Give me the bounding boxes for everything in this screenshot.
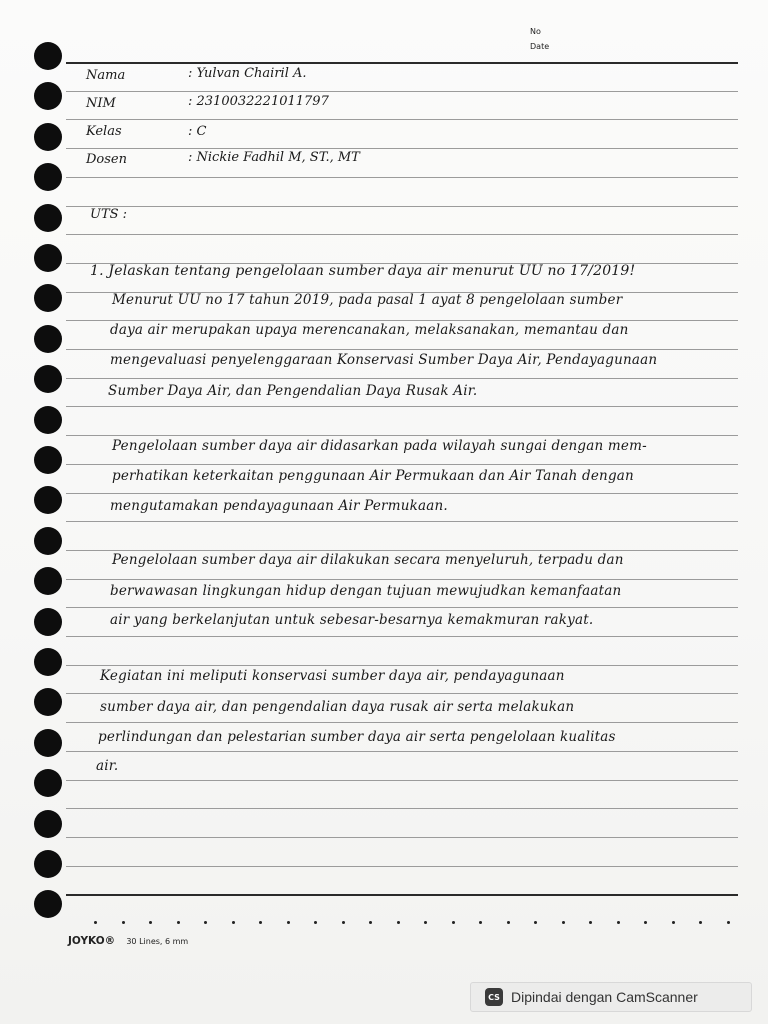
binder-hole xyxy=(34,365,62,393)
binder-hole xyxy=(34,244,62,272)
answer-line: mengevaluasi penyelenggaraan Konservasi Sumber Daya Air, Pendayagunaan xyxy=(110,352,658,368)
brand-name: JOYKO® xyxy=(68,935,116,947)
margin-dot xyxy=(699,921,702,924)
margin-dot xyxy=(644,921,647,924)
binder-hole xyxy=(34,204,62,232)
answer-line: Pengelolaan sumber daya air didasarkan pada wilayah sungai dengan mem- xyxy=(112,438,647,454)
margin-dot xyxy=(259,921,262,924)
margin-dot xyxy=(479,921,482,924)
answer-line: air yang berkelanjutan untuk sebesar-besarnya kemakmuran rakyat. xyxy=(110,612,594,628)
notebook-brand xyxy=(68,935,188,947)
margin-dot xyxy=(452,921,455,924)
binder-hole xyxy=(34,688,62,716)
ruled-line xyxy=(66,780,738,781)
ruled-line xyxy=(66,148,738,149)
binder-hole xyxy=(34,850,62,878)
margin-dot xyxy=(287,921,290,924)
binder-hole xyxy=(34,567,62,595)
answer-line: Pengelolaan sumber daya air dilakukan secara menyeluruh, terpadu dan xyxy=(112,552,624,568)
margin-dot xyxy=(562,921,565,924)
ruled-line xyxy=(66,177,738,178)
ruled-line xyxy=(66,837,738,838)
kelas-label: Kelas xyxy=(86,124,122,139)
ruled-line xyxy=(66,119,738,120)
margin-dot xyxy=(122,921,125,924)
camscanner-watermark xyxy=(470,982,752,1012)
binder-hole xyxy=(34,769,62,797)
ruled-line xyxy=(66,378,738,379)
dosen-label: Dosen xyxy=(86,152,127,167)
binder-hole xyxy=(34,42,62,70)
binder-hole xyxy=(34,82,62,110)
bottom-dot-row xyxy=(66,921,738,925)
question-text: 1. Jelaskan tentang pengelolaan sumber daya air menurut UU no 17/2019! xyxy=(90,263,636,279)
nama-label: Nama xyxy=(86,68,126,83)
nim-label: NIM xyxy=(86,96,116,111)
ruled-line xyxy=(66,91,738,92)
margin-dot xyxy=(342,921,345,924)
binder-hole xyxy=(34,123,62,151)
camscanner-text: Dipindai dengan CamScanner xyxy=(511,989,698,1005)
answer-line: air. xyxy=(96,758,119,774)
margin-dot xyxy=(204,921,207,924)
ruled-line xyxy=(66,464,738,465)
answer-line: Menurut UU no 17 tahun 2019, pada pasal 1 ayat 8 pengelolaan sumber xyxy=(112,292,623,308)
ruled-line xyxy=(66,722,738,723)
margin-dot xyxy=(314,921,317,924)
ruled-line xyxy=(66,550,738,551)
ruled-line xyxy=(66,579,738,580)
binder-hole xyxy=(34,648,62,676)
ruled-line xyxy=(66,62,738,64)
kelas-value: : C xyxy=(188,124,207,139)
dosen-value: : Nickie Fadhil M, ST., MT xyxy=(188,150,360,165)
margin-dot xyxy=(424,921,427,924)
nim-value: : 2310032221011797 xyxy=(188,94,329,109)
ruled-line xyxy=(66,636,738,637)
answer-line: Kegiatan ini meliputi konservasi sumber daya air, pendayagunaan xyxy=(100,668,565,684)
ruled-line xyxy=(66,866,738,867)
margin-dot xyxy=(534,921,537,924)
margin-dot xyxy=(397,921,400,924)
ruled-line xyxy=(66,894,738,896)
binder-hole xyxy=(34,608,62,636)
answer-line: mengutamakan pendayagunaan Air Permukaan. xyxy=(110,498,448,514)
answer-line: perhatikan keterkaitan penggunaan Air Permukaan dan Air Tanah dengan xyxy=(112,468,634,484)
ruled-line xyxy=(66,406,738,407)
binder-hole xyxy=(34,406,62,434)
ruled-line xyxy=(66,349,738,350)
margin-dot xyxy=(507,921,510,924)
margin-dot xyxy=(149,921,152,924)
answer-line: berwawasan lingkungan hidup dengan tujuan mewujudkan kemanfaatan xyxy=(110,583,622,599)
answer-line: Sumber Daya Air, dan Pengendalian Daya Rusak Air. xyxy=(108,383,478,399)
date-label: Date xyxy=(530,42,550,51)
header-fields xyxy=(530,24,549,54)
camscanner-icon: CS xyxy=(485,988,503,1006)
ruled-line xyxy=(66,808,738,809)
ruled-line xyxy=(66,435,738,436)
brand-spec: 30 Lines, 6 mm xyxy=(126,937,189,946)
binder-hole xyxy=(34,810,62,838)
binder-hole xyxy=(34,890,62,918)
ruled-line xyxy=(66,206,738,207)
binder-hole xyxy=(34,486,62,514)
no-label: No xyxy=(530,27,541,36)
ruled-line xyxy=(66,521,738,522)
margin-dot xyxy=(232,921,235,924)
margin-dot xyxy=(589,921,592,924)
binder-hole xyxy=(34,729,62,757)
ruled-line xyxy=(66,665,738,666)
binder-hole xyxy=(34,446,62,474)
margin-dot xyxy=(94,921,97,924)
answer-line: perlindungan dan pelestarian sumber daya air serta pengelolaan kualitas xyxy=(98,729,616,745)
ruled-line xyxy=(66,234,738,235)
ruled-line xyxy=(66,693,738,694)
margin-dot xyxy=(369,921,372,924)
binder-hole xyxy=(34,163,62,191)
margin-dot xyxy=(672,921,675,924)
nama-value: : Yulvan Chairil A. xyxy=(188,66,307,81)
ruled-line xyxy=(66,751,738,752)
margin-dot xyxy=(727,921,730,924)
answer-line: sumber daya air, dan pengendalian daya rusak air serta melakukan xyxy=(100,699,575,715)
binder-hole xyxy=(34,527,62,555)
margin-dot xyxy=(177,921,180,924)
ruled-line xyxy=(66,607,738,608)
margin-dot xyxy=(617,921,620,924)
answer-line: daya air merupakan upaya merencanakan, melaksanakan, memantau dan xyxy=(110,322,629,338)
binder-hole xyxy=(34,284,62,312)
binder-hole xyxy=(34,325,62,353)
ruled-line xyxy=(66,493,738,494)
exam-label: UTS : xyxy=(90,207,128,222)
